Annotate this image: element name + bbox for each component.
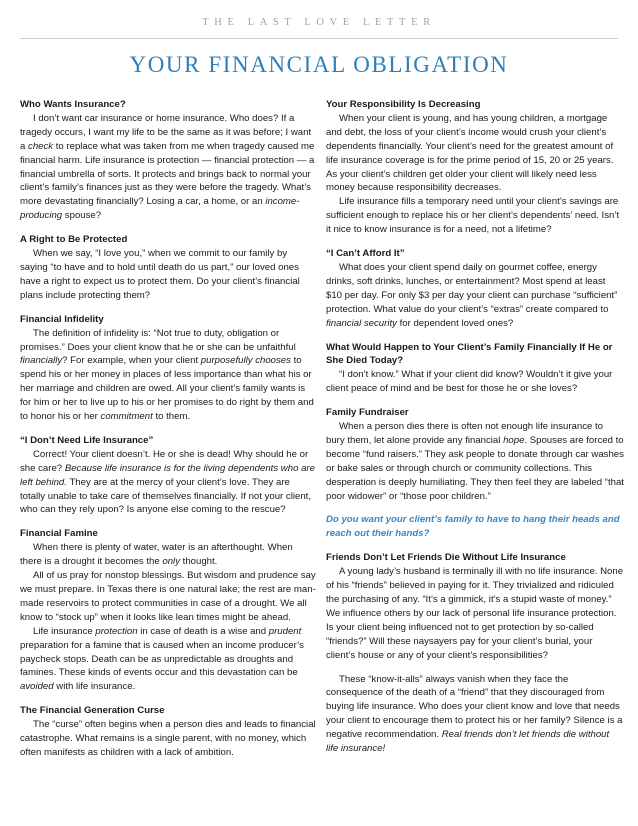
section-right-to-be-protected [20, 233, 316, 303]
section-heading: Who Wants Insurance? [20, 99, 126, 110]
callout-question: Do you want your client’s family to have to hang their heads and reach out their hands? [326, 514, 620, 540]
section-heading: What Would Happen to Your Client’s Family Financially If He or She Died Today? [326, 341, 613, 367]
paragraph: A young lady’s husband is terminally ill with no life insurance. None of his “friends” believed in paying for it. They trivialized and ridiculed the purchasing of any. “It’s a gimmick, it’s a stupid waste of money.” We influence others by our lack of personal life insurance protection. Is your client being influenced not to get protection by so-called “friends?” Will these naysayers pay for your client’s burial, your client’s house or any of your client’s responsibilities? [326, 566, 624, 661]
section-heading: Financial Famine [20, 528, 98, 540]
section-heading: Family Fundraiser [326, 407, 409, 419]
section-financial-infidelity [20, 313, 316, 424]
section-heading: Friends Don’t Let Friends Die Without Life Insurance [326, 552, 566, 564]
section-heading: Your Responsibility Is Decreasing [326, 99, 481, 110]
paragraph: “I don’t know.” What if your client did know? Wouldn’t it give your client peace of mind and be best for those he or she loves? [326, 369, 613, 395]
paragraph: Correct! Your client doesn’t. He or she is dead! Why should he or she care? Because life insurance is for the living dependents who are left behind. They are at the mercy of your client’s love. They are totally unable to take care of themselves financially. If not your client, who can they rely upon? Is anyone else coming to the rescue? [20, 448, 315, 516]
section-responsibility-decreasing [326, 98, 624, 237]
paragraph: Life insurance protection in case of death is a wise and prudent preparation for a famine that is caused when an income producer’s paycheck stops. Death can be as unpredictable as droughts and famines. These kinds of events occur and this devastation can be avoided with life insurance. [20, 625, 304, 693]
section-who-wants-insurance [20, 98, 316, 223]
section-financial-generation-curse [20, 704, 316, 760]
paragraph: The definition of infidelity is: “Not true to duty, obligation or promises.” Does your client know that he or she can be unfaithful financially? For example, when your client purposefully chooses to spend his or her money in places of less importance than what his or her marriage and children are owed. All your client’s family wants is for him or her to live up to his or her promises to do right by them and to honor his or her commitment to them. [20, 327, 314, 423]
section-cant-afford-it [326, 247, 624, 330]
header-rule [20, 38, 618, 39]
paragraph: When we say, “I love you,” when we commit to our family by saying “to have and to hold until death do us part,” our loved ones have a right to expect us to protect them. Do your client’s financial plans include protecting them? [20, 248, 300, 301]
section-friends-dont-let-friends [326, 551, 624, 756]
paragraph: What does your client spend daily on gourmet coffee, energy drinks, soft drinks, lunches, or entertainment? Most spend at least $10 per day. For only $3 per day your client can purchase “sufficient” protection. What value do your client’s “extras” create compared to financial security for dependent loved ones? [326, 261, 618, 329]
section-dont-need-life-insurance [20, 434, 316, 517]
paragraph: When a person dies there is often not enough life insurance to bury them, let alone provide any financial hope. Spouses are forced to become “fund raisers.” They ask people to donate through car washes or bake sales or through church or community collections. This desperation is deeply humiliating. They then feel they are labeled “that poor widower” or “those poor children.” [326, 421, 624, 502]
section-family-fundraiser [326, 406, 624, 503]
section-financial-famine [20, 527, 316, 694]
paragraph: When your client is young, and has young children, a mortgage and debt, the loss of your client’s income would crush your client’s dependents financially. Your client’s need for the greatest amount of life insurance coverage is for the prime period of 15, 20 or 25 years. As your client’s children get older your client will likely need less money because responsibility decreases. [326, 112, 614, 194]
right-column [326, 98, 624, 766]
section-what-would-happen [326, 341, 624, 397]
paragraph: All of us pray for nonstop blessings. But wisdom and prudence say we must prepare. In Texas there is one natural lake; the rest are man-made reservoirs to protect communities in case of a drought. We all know to “stock up” when it looks like lean times might be ahead. [20, 570, 316, 623]
paragraph: When there is plenty of water, water is an afterthought. When there is a drought it becomes the only thought. [20, 542, 293, 568]
series-title: THE LAST LOVE LETTER [202, 17, 436, 28]
section-heading: Financial Infidelity [20, 313, 104, 325]
paragraph: The “curse” often begins when a person dies and leads to financial catastrophe. What remains is a single parent, with no money, which often manifests as children with a lack of ambition. [20, 719, 316, 758]
left-column [20, 98, 316, 770]
section-heading: “I Don’t Need Life Insurance” [20, 434, 154, 446]
page-title: YOUR FINANCIAL OBLIGATION [129, 52, 509, 77]
paragraph: These “know-it-alls” always vanish when they face the consequence of the death of a “friend” that they discouraged from buying life insurance. Who does your client know and love that needs your client to encourage them to protect his or her family? Silence is a negative recommendation. Real friends don’t let friends die without life insurance! [326, 673, 623, 755]
section-heading: The Financial Generation Curse [20, 705, 165, 717]
paragraph: I don’t want car insurance or home insurance. Who does? If a tragedy occurs, I want my life to be the same as it was before; I want a check to replace what was taken from me when tragedy caused me financial harm. Life insurance is protection — financial protection — a financial umbrella of sorts. It protects and brings back to normal your client’s family’s finances just as they were before the tragedy. What’s more devastating financially? Losing a car, a home, or an income-producing spouse? [20, 112, 315, 222]
section-heading: A Right to Be Protected [20, 234, 128, 246]
section-heading: “I Can’t Afford It” [326, 248, 405, 260]
paragraph: Life insurance fills a temporary need until your client’s savings are sufficient enough to replace his or her client’s dependents’ need. Isn’t it nice to know insurance is for a need, not a lifetime? [326, 196, 620, 236]
